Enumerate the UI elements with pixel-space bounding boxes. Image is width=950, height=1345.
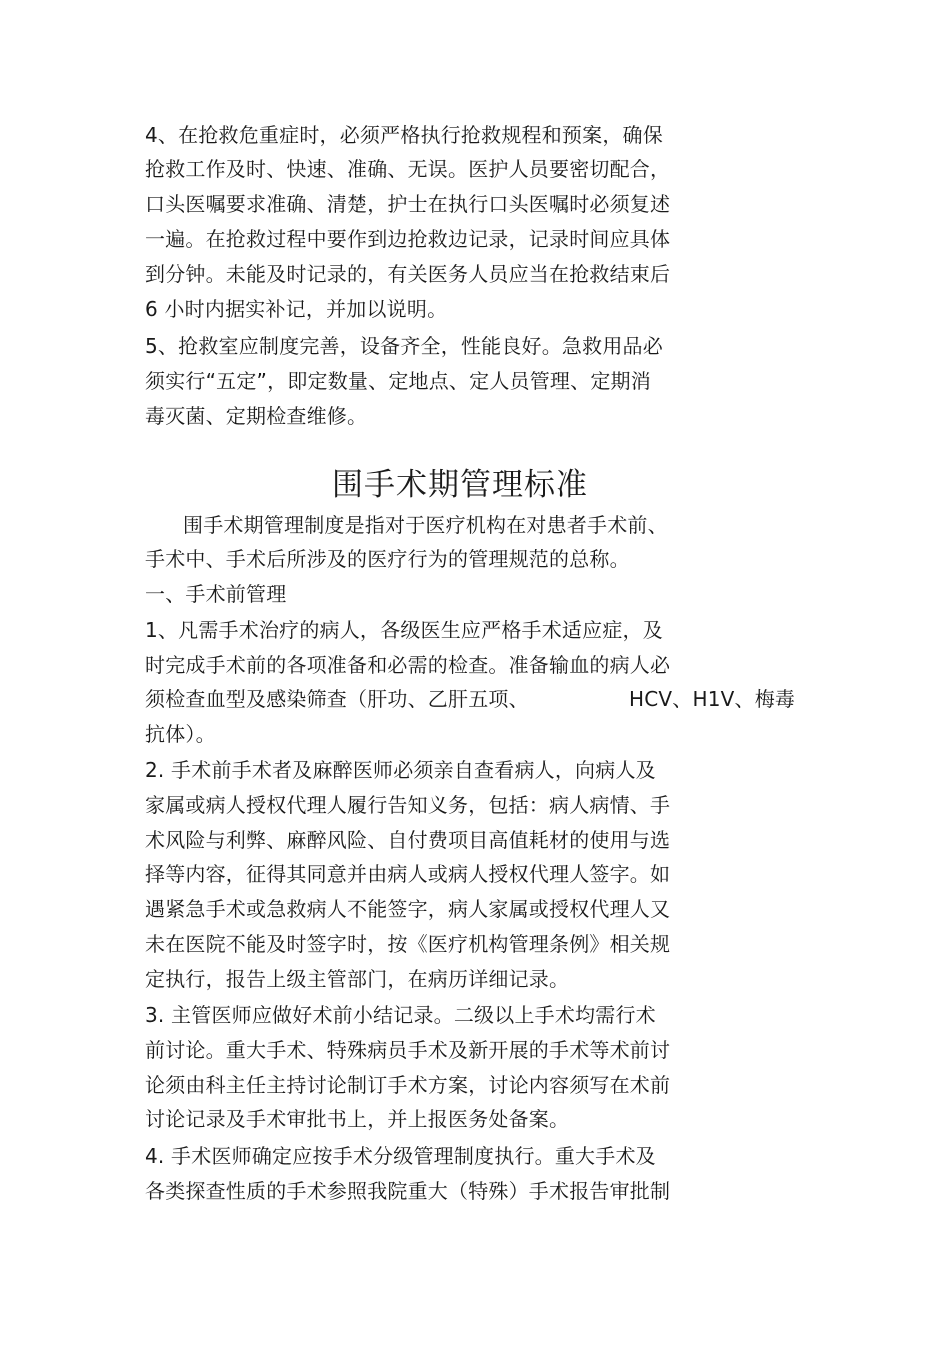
paragraph-line: 口头医嘱要求准确、清楚，护士在执行口头医嘱时必须复述 [145,192,671,216]
item-2-line: 术风险与利弊、麻醉风险、自付费项目高值耗材的使用与选 [145,828,671,852]
item-4-line: 各类探查性质的手术参照我院重大（特殊）手术报告审批制 [145,1179,671,1203]
item-3-line: 讨论记录及手术审批书上，并上报医务处备案。 [145,1107,570,1131]
item-1-line: 抗体）。 [145,722,216,746]
item-2-line: 遇紧急手术或急救病人不能签字，病人家属或授权代理人又 [145,897,671,921]
item-2-line: 未在医院不能及时签字时，按《医疗机构管理条例》相关规 [145,932,671,956]
paragraph-line: 须实行“五定”，即定数量、定地点、定人员管理、定期消 [145,369,651,393]
paragraph-line: 一遍。在抢救过程中要作到边抢救边记录，记录时间应具体 [145,227,671,251]
item-1-line: 1、凡需手术治疗的病人，各级医生应严格手术适应症，及 [145,618,663,642]
paragraph-line: 6 小时内据实补记，并加以说明。 [145,297,448,321]
item-2-line: 择等内容，征得其同意并由病人或病人授权代理人签字。如 [145,862,671,886]
item-2-line: 家属或病人授权代理人履行告知义务，包括：病人病情、手 [145,793,671,817]
section-title: 围手术期管理标准 [332,467,588,503]
paragraph-line: 5、抢救室应制度完善，设备齐全，性能良好。急救用品必 [145,334,663,358]
intro-line: 手术中、手术后所涉及的医疗行为的管理规范的总称。 [145,547,630,571]
paragraph-line: 抢救工作及时、快速、准确、无误。医护人员要密切配合， [145,157,671,181]
item-1-split-part1: 须检查血型及感染筛查（肝功、乙肝五项、 [145,687,529,711]
item-1-split-line [145,686,805,712]
intro-line: 围手术期管理制度是指对于医疗机构在对患者手术前、 [183,513,668,537]
paragraph-line: 毒灭菌、定期检查维修。 [145,404,368,428]
paragraph-line: 到分钟。未能及时记录的，有关医务人员应当在抢救结束后 [145,262,671,286]
item-3-line: 前讨论。重大手术、特殊病员手术及新开展的手术等术前讨 [145,1038,671,1062]
item-3-line: 3. 主管医师应做好术前小结记录。二级以上手术均需行术 [145,1003,656,1027]
item-2-line: 定执行，报告上级主管部门，在病历详细记录。 [145,967,570,991]
paragraph-line: 4、在抢救危重症时，必须严格执行抢救规程和预案，确保 [145,123,663,147]
item-1-line: 时完成手术前的各项准备和必需的检查。准备输血的病人必 [145,653,671,677]
item-3-line: 论须由科主任主持讨论制订手术方案，讨论内容须写在术前 [145,1073,671,1097]
item-4-line: 4. 手术医师确定应按手术分级管理制度执行。重大手术及 [145,1144,656,1168]
item-1-split-part2: HCV、H1V、梅毒 [629,687,796,711]
subheading: 一、手术前管理 [145,582,287,606]
item-2-line: 2. 手术前手术者及麻醉医师必须亲自查看病人，向病人及 [145,758,656,782]
